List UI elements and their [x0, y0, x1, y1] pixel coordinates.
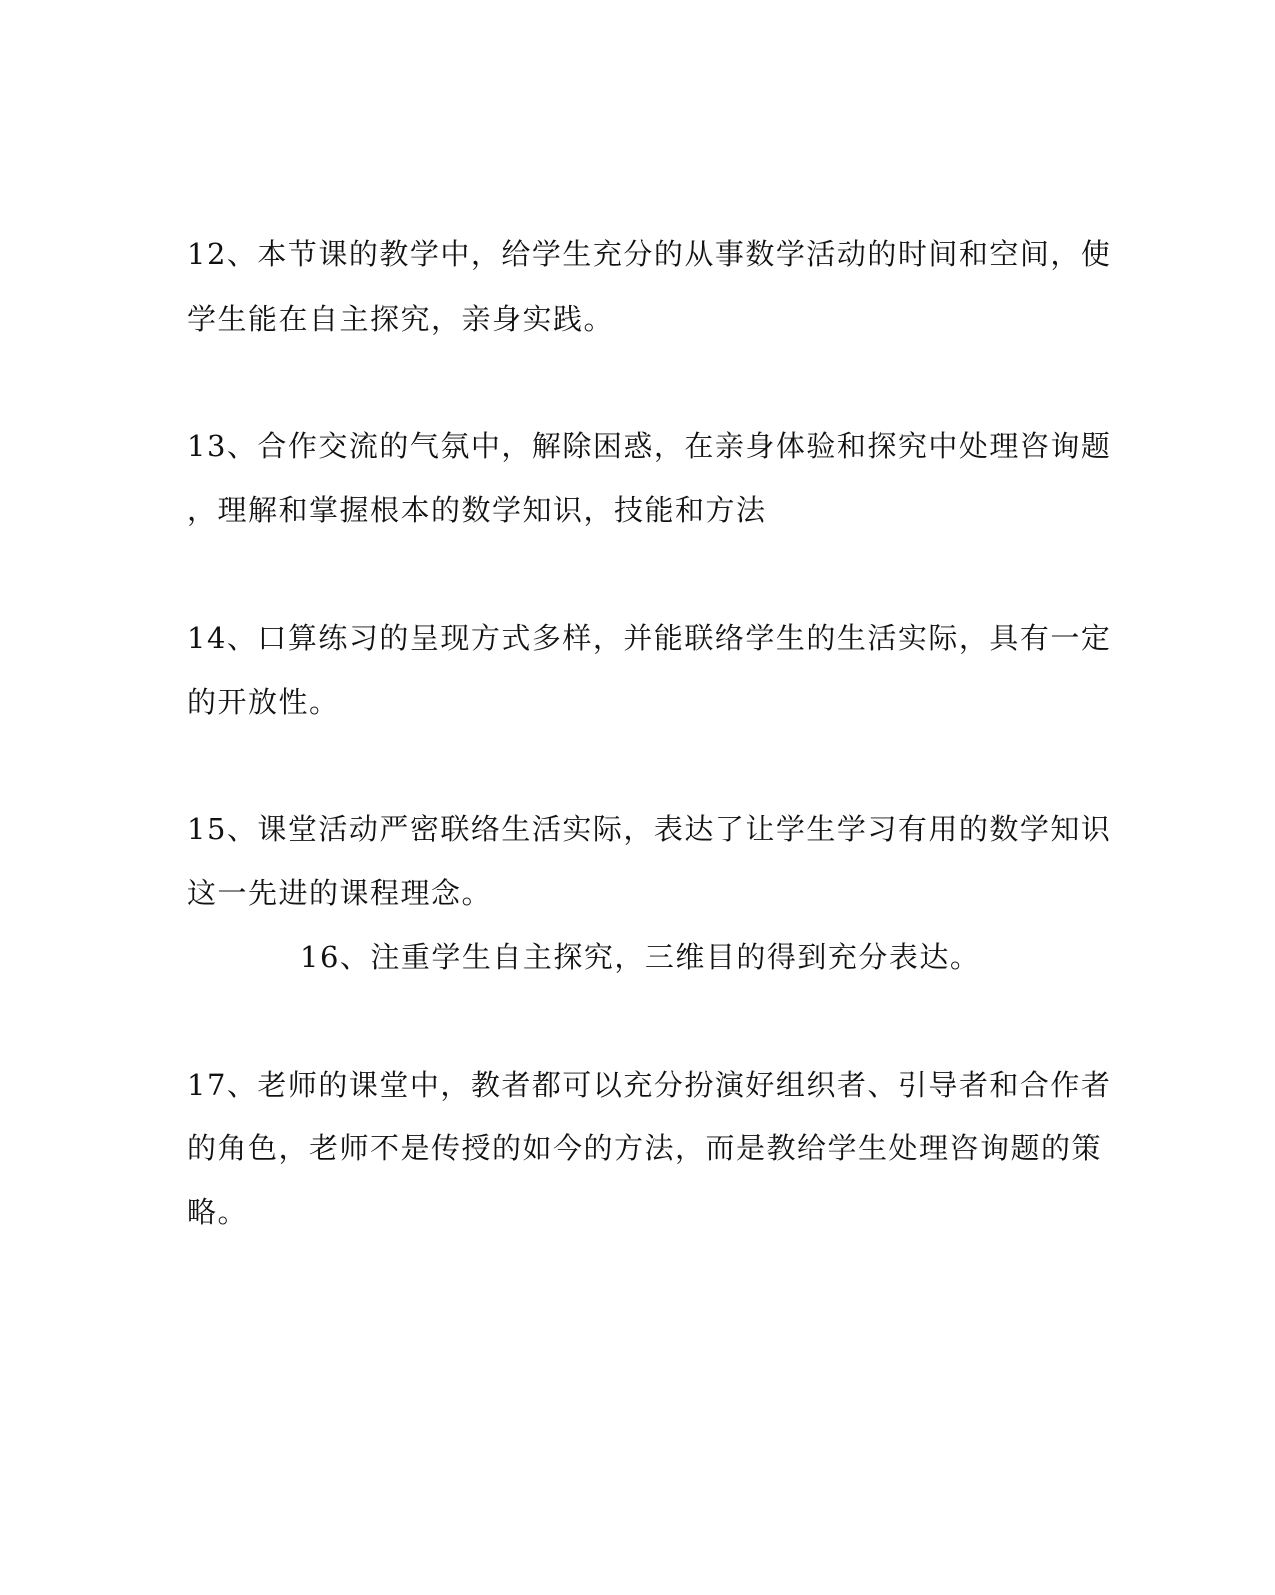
- paragraph-13-line-1: 13、合作交流的气氛中，解除困惑，在亲身体验和探究中处理咨询题: [187, 429, 1112, 463]
- paragraph-15-line-1: 15、课堂活动严密联络生活实际，表达了让学生学习有用的数学知识: [187, 812, 1112, 846]
- paragraph-17-line-2: 的角色，老师不是传授的如今的方法，而是教给学生处理咨询题的策: [187, 1131, 1103, 1165]
- paragraph-17-line-3: 略。: [187, 1195, 249, 1229]
- paragraph-12-line-1: 12、本节课的教学中，给学生充分的从事数学活动的时间和空间，使: [187, 237, 1112, 271]
- paragraph-14-line-2: 的开放性。: [187, 685, 340, 719]
- paragraph-17-line-1: 17、老师的课堂中，教者都可以充分扮演好组织者、引导者和合作者: [187, 1068, 1112, 1102]
- paragraph-12-line-2: 学生能在自主探究，亲身实践。: [187, 302, 615, 336]
- paragraph-13-line-2: ，理解和掌握根本的数学知识，技能和方法: [187, 493, 767, 527]
- paragraph-14-line-1: 14、口算练习的呈现方式多样，并能联络学生的生活实际，具有一定: [187, 621, 1112, 655]
- paragraph-15-line-2: 这一先进的课程理念。: [187, 876, 493, 910]
- paragraph-16-line-1: 16、注重学生自主探究，三维目的得到充分表达。: [300, 940, 981, 974]
